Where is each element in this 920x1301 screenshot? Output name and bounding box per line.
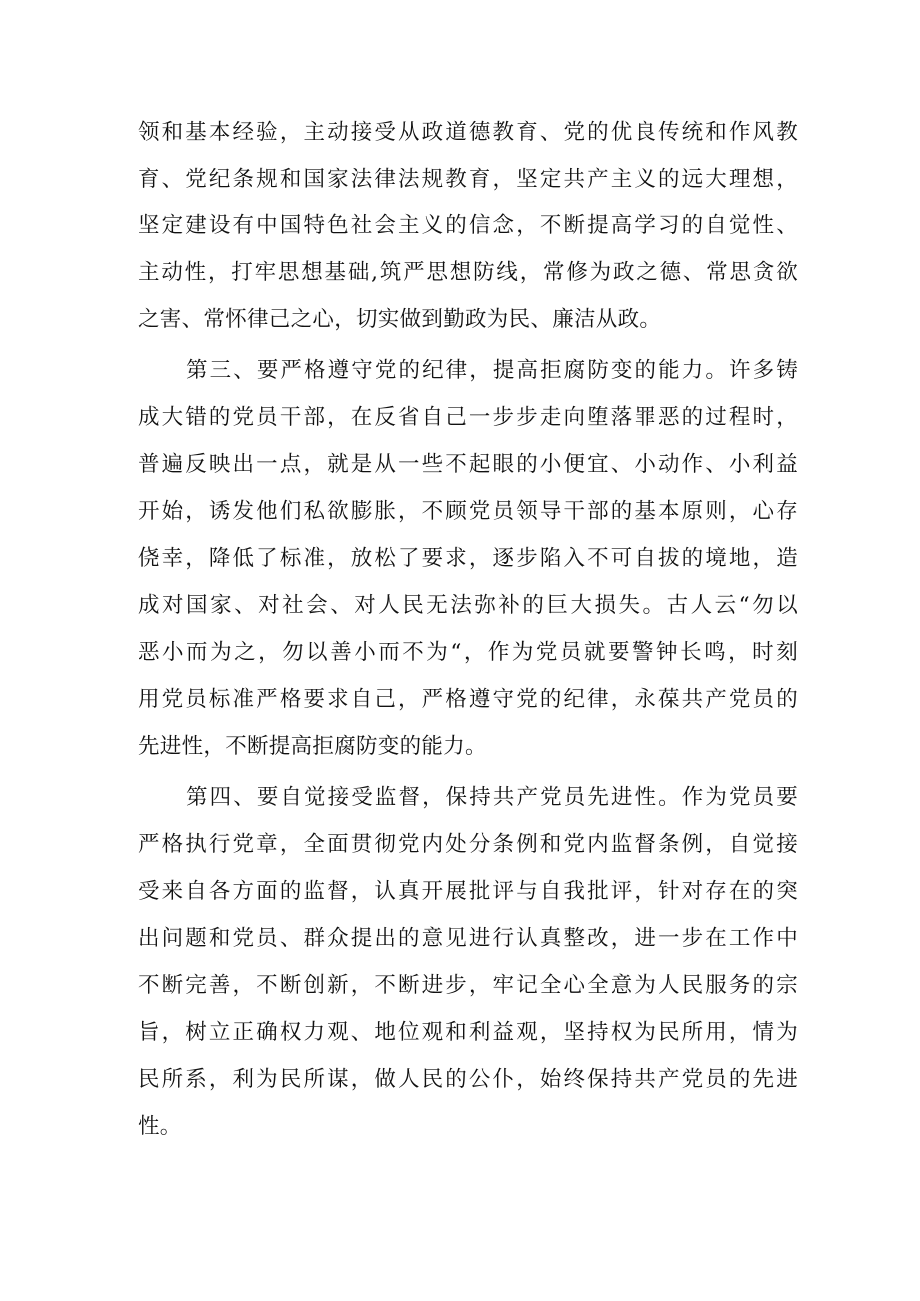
paragraph-line: 用党员标准严格要求自己，严格遵守党的纪律，永葆共产党员的 xyxy=(138,687,798,712)
paragraph-line: 严格执行党章，全面贯彻党内处分条例和党内监督条例，自觉接 xyxy=(138,832,798,857)
paragraph-line: 旨，树立正确权力观、地位观和利益观，坚持权为民所用，情为 xyxy=(138,1020,798,1045)
paragraph-line: 成大错的党员干部，在反省自己一步步走向堕落罪恶的过程时， xyxy=(138,405,798,430)
paragraph-line: 先进性，不断提高拒腐防变的能力。 xyxy=(138,734,487,759)
paragraph-line: 育、党纪条规和国家法律法规教育，坚定共产主义的远大理想， xyxy=(138,167,798,192)
paragraph-line: 出问题和党员、群众提出的意见进行认真整改，进一步在工作中 xyxy=(138,926,798,951)
paragraph-line: 受来自各方面的监督，认真开展批评与自我批评，针对存在的突 xyxy=(138,879,798,904)
paragraph-line: 侥幸，降低了标准，放松了要求，逐步陷入不可自拔的境地，造 xyxy=(138,546,798,571)
paragraph-line: 领和基本经验，主动接受从政道德教育、党的优良传统和作风教 xyxy=(138,120,798,145)
paragraph-line: 主动性，打牢思想基础,筑严思想防线，常修为政之德、常思贪欲 xyxy=(138,260,798,285)
paragraph-line: 第四、要自觉接受监督，保持共产党员先进性。作为党员要 xyxy=(186,785,798,810)
paragraph-line: 民所系，利为民所谋，做人民的公仆，始终保持共产党员的先进 xyxy=(138,1067,798,1092)
paragraph-line: 恶小而为之，勿以善小而不为“，作为党员就要警钟长鸣，时刻 xyxy=(138,640,798,665)
paragraph-line: 开始，诱发他们私欲膨胀，不顾党员领导干部的基本原则，心存 xyxy=(138,499,798,524)
paragraph-line: 之害、常怀律己之心，切实做到勤政为民、廉洁从政。 xyxy=(138,307,662,332)
paragraph-line: 不断完善，不断创新，不断进步，牢记全心全意为人民服务的宗 xyxy=(138,973,798,998)
paragraph-line: 第三、要严格遵守党的纪律，提高拒腐防变的能力。许多铸 xyxy=(186,358,798,383)
paragraph-line: 性。 xyxy=(138,1114,182,1139)
paragraph-line: 坚定建设有中国特色社会主义的信念，不断提高学习的自觉性、 xyxy=(138,213,798,238)
paragraph-line: 普遍反映出一点，就是从一些不起眼的小便宜、小动作、小利益 xyxy=(138,452,798,477)
paragraph-line: 成对国家、对社会、对人民无法弥补的巨大损失。古人云“勿以 xyxy=(138,593,798,618)
